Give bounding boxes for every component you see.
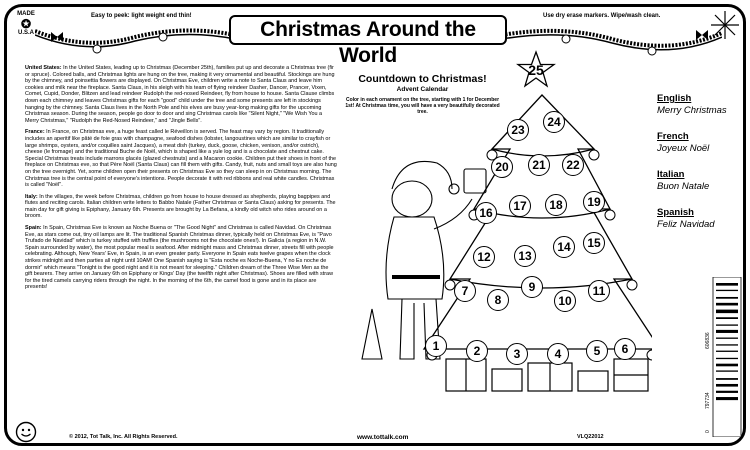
ornament-2[interactable] (466, 340, 488, 362)
ornament-21[interactable] (528, 154, 550, 176)
ornament-star-25[interactable] (520, 54, 552, 86)
made-label: MADE (17, 11, 35, 17)
ornament-14[interactable] (553, 236, 575, 258)
ornament-23[interactable] (507, 119, 529, 141)
ornament-number: 22 (566, 158, 580, 172)
article-text (25, 65, 337, 296)
barcode-bar (716, 338, 738, 339)
placemat (4, 4, 746, 446)
ornament-number: 7 (461, 284, 469, 298)
ornament-number: 16 (479, 206, 493, 220)
snowflake-icon (707, 7, 743, 43)
barcode-bar (716, 391, 738, 393)
language-name: Italian (657, 169, 685, 180)
text-italy: In the villages, the week before Christmas, children go from house to house dressed as shepherds, playing bagpipes and flutes and reciting carols. Italian children write letters to Babbo Natale (Father Christmas or Santa Claus) asking for presents. The main day for gift giving is Epiphany, January 6th. Presents are brought by La Befana, a kindly old witch who rides around on a broom. (25, 193, 336, 220)
ornament-number: 20 (495, 160, 509, 174)
ornament-13[interactable] (514, 245, 536, 267)
language-phrase: Merry Christmas (657, 105, 727, 116)
ornament-11[interactable] (588, 280, 610, 302)
ornament-24[interactable] (543, 111, 565, 133)
text-spain: In Spain, Christmas Eve is known as Noche Buena or "The Good Night" and Christmas is called Navidad. On Christmas Eve, as stars come out, tiny oil lamps are lit. The traditional Spanish Christmas dinner, typically held on Christmas Eve, is "Pavo Trufado de Navidad" which is turkey stuffed with truffles (the mushrooms not the chocolate ones!). In Galicia (a region in N.W. Spain surrounded by water), the most popular meal is seafood. After midnight mass and Christmas dinner, streets fill with people celebrating. Although, New Years' Eve, in Spain, is an even greater party. Everyone in Spain eats twelve grapes when the clock strikes midnight and then parties all night until 10AM! One Spanish saying is "Esta noche es Noche-Buena, Y no Es noche de dormir" which means "Tonight is the good night and it is not meant for sleeping." Children dream of the Three Wise Men as the gift bearers. They arrive on January 6th on Epiphany or Kings' Day (the twelfth night after Christmas). Shoes are filled with straw for the tired camels carrying riders through the night. In the morning of the 6th, the camel food is gone and in its place are presents! (25, 225, 334, 291)
barcode-bar (716, 324, 738, 325)
copyright-text: © 2012, Tot Talk, Inc. All Rights Reserved. (69, 434, 178, 440)
paragraph-united-states (25, 65, 337, 124)
barcode-bar (716, 397, 738, 400)
barcode-bar (716, 384, 738, 387)
ornament-number: 19 (587, 195, 601, 209)
star-icon: ✪ (20, 17, 32, 31)
tree-outline (424, 95, 652, 349)
ornament-number: 3 (513, 347, 521, 361)
paragraph-spain (25, 225, 337, 291)
barcode-bar (716, 330, 738, 333)
bow-icon (51, 32, 63, 42)
barcode-bar (716, 364, 738, 367)
language-name: French (657, 131, 689, 142)
ornament-16[interactable] (475, 202, 497, 224)
ornament-12[interactable] (473, 246, 495, 268)
care-note-right: Use dry erase markers. Wipe/wash clean. (543, 13, 661, 19)
ornament-number: 11 (592, 284, 606, 298)
ornament-19[interactable] (583, 191, 605, 213)
ornament-6[interactable] (614, 338, 636, 360)
ornament-18[interactable] (545, 194, 567, 216)
ornament-number: 14 (557, 240, 571, 254)
ornament-number: 6 (621, 342, 629, 356)
barcode-bar (716, 297, 738, 299)
barcode-digits-right: 606836 (705, 332, 711, 349)
footer (7, 432, 743, 446)
language-italian (657, 169, 746, 192)
countdown-title: Countdown to Christmas! (358, 73, 487, 85)
ornament-number: 4 (554, 347, 562, 361)
ornament-17[interactable] (509, 195, 531, 217)
santa-illustration (362, 161, 486, 359)
advent-calendar-header (345, 73, 500, 115)
barcode-bar (716, 283, 738, 286)
language-name: Spanish (657, 207, 694, 218)
bell-icon (562, 35, 570, 43)
heading-italy: Italy: (25, 193, 38, 200)
ornament-number: 9 (528, 280, 536, 294)
ornament-number: 12 (477, 250, 491, 264)
heading-france: France: (25, 129, 45, 136)
ornament-number: 10 (558, 294, 572, 308)
paragraph-france (25, 129, 337, 188)
language-spanish (657, 207, 746, 230)
barcode-digit-left: 0 (705, 430, 711, 433)
heading-united-states: United States: (25, 65, 62, 71)
page-title: Christmas Around the World (229, 15, 507, 45)
ornament-15[interactable] (583, 232, 605, 254)
ornament-number: 17 (513, 199, 527, 213)
barcode (703, 277, 743, 437)
barcode-bar (716, 303, 738, 306)
ornament-number: 5 (593, 344, 601, 358)
ornament-number: 2 (473, 344, 481, 358)
barcode-bar (716, 310, 738, 314)
care-note-left: Easy to peek: light weight end thin! (91, 13, 192, 19)
presents-illustration (446, 359, 648, 391)
ornament-number: 15 (587, 236, 601, 250)
barcode-bar (716, 370, 738, 371)
language-phrase: Joyeux Noël (657, 143, 710, 154)
ornament-number: 23 (511, 123, 525, 137)
product-code: VLQ22012 (577, 434, 604, 440)
barcode-bar (716, 317, 738, 319)
countdown-instructions: Color in each ornament on the tree, starting with 1 for December 1st! At Christmas time, you will have a very beautifully decorated tree. (345, 97, 500, 115)
countdown-subtitle: Advent Calendar (396, 86, 449, 93)
barcode-bar (716, 378, 738, 380)
bell-icon (648, 47, 656, 55)
language-french (657, 131, 746, 154)
barcode-digits-mid: 797734 (705, 392, 711, 409)
paragraph-italy (25, 194, 337, 220)
ornament-3[interactable] (506, 343, 528, 365)
ornament-1[interactable] (425, 335, 447, 357)
website-link: www.tottalk.com (357, 434, 409, 441)
ornament-number: 13 (518, 249, 532, 263)
ornament-4[interactable] (547, 343, 569, 365)
ornament-number: 8 (494, 293, 502, 307)
ornament-9[interactable] (521, 276, 543, 298)
garland-left (35, 25, 235, 65)
barcode-bar (716, 358, 738, 359)
ornament-number: 18 (549, 198, 563, 212)
usa-label: U.S.A (17, 30, 34, 36)
ornament-number: 24 (547, 115, 561, 129)
ornament-7[interactable] (454, 280, 476, 302)
language-english (657, 93, 746, 116)
language-phrase: Buon Natale (657, 181, 710, 192)
heading-spain: Spain: (25, 225, 42, 232)
text-united-states: In the United States, leading up to Christmas (December 25th), families put up and decorate a Christmas tree (fir or spruce). Colored balls, and Christmas lights are hung on the tree, making it very ornamental and beautiful. Stockings are hung by the chimney, and poinsettia flowers are displayed. On Christmas Eve, children write a note to Santa Claus and leave him cookies and milk near the fireplace. Santa Claus, in his sleigh with his team of flying reindeer Dasher, Dancer, Prancer, Vixen, Comet, Cupid, Donder, Blitzen and lead reindeer Rudolph the red-nosed Reindeer, fly from house to house. Santa Clause climbs down each chimney and leaves Christmas gifts for each "good" child under the tree and some presents are left in stockings hanging by the chimney. Santa Claus lives in the North Pole and his elves are busy year-long making gifts for the upcoming Christmas season. During the season, people go door to door and sing Christmas carols like "Silent Night," "We Wish You a Merry Christmas," "Rudolph the Red-Nosed Reindeer," and "Jingle Bells". (25, 65, 335, 124)
ornament-number: 21 (532, 158, 546, 172)
barcode-bar (716, 290, 738, 291)
ornament-number: 1 (432, 339, 440, 353)
ornament-number: 25 (528, 62, 544, 78)
language-phrase: Feliz Navidad (657, 219, 715, 230)
ornament-8[interactable] (487, 289, 509, 311)
ornament-5[interactable] (586, 340, 608, 362)
ornament-10[interactable] (554, 290, 576, 312)
barcode-bar (716, 351, 738, 352)
language-name: English (657, 93, 692, 104)
barcode-bar (716, 344, 738, 345)
ornament-22[interactable] (562, 154, 584, 176)
ornament-20[interactable] (491, 156, 513, 178)
text-france: In France, on Christmas eve, a huge feast called le Réveillon is served. The feast may vary by region. It traditionally includes an aperitif like pâté de foie gras with champagne, seafood dishes (lobster, langoustines which are similar to crayfish or large shrimps, oysters, and/or coquilles saint Jacques), a meat dish (turkey, duck, goose, chicken, venison, and/or ostrich), cheese (le fromage) and the traditional Buche de Noël, which is shaped like a yule log and is a chocolate and chestnut cake. Special Christmas treats include marrons glacés (glazed chestnuts) and a Macaron cookie. Children put their shoes in front of the fireplace on Christmas eve, so that Père Noël (Santa Claus) can fill them with gifts. Candy, fruit, nuts and small toys are also hung on the tree overnight. Yet, some children open their presents on Christmas Eve so they can sleep in on Christmas morning. The Christmas tree is the central point of everyone's intentions. People decorate it with red ribbons and real white candles. Christmas is called "Noël". (25, 129, 337, 189)
